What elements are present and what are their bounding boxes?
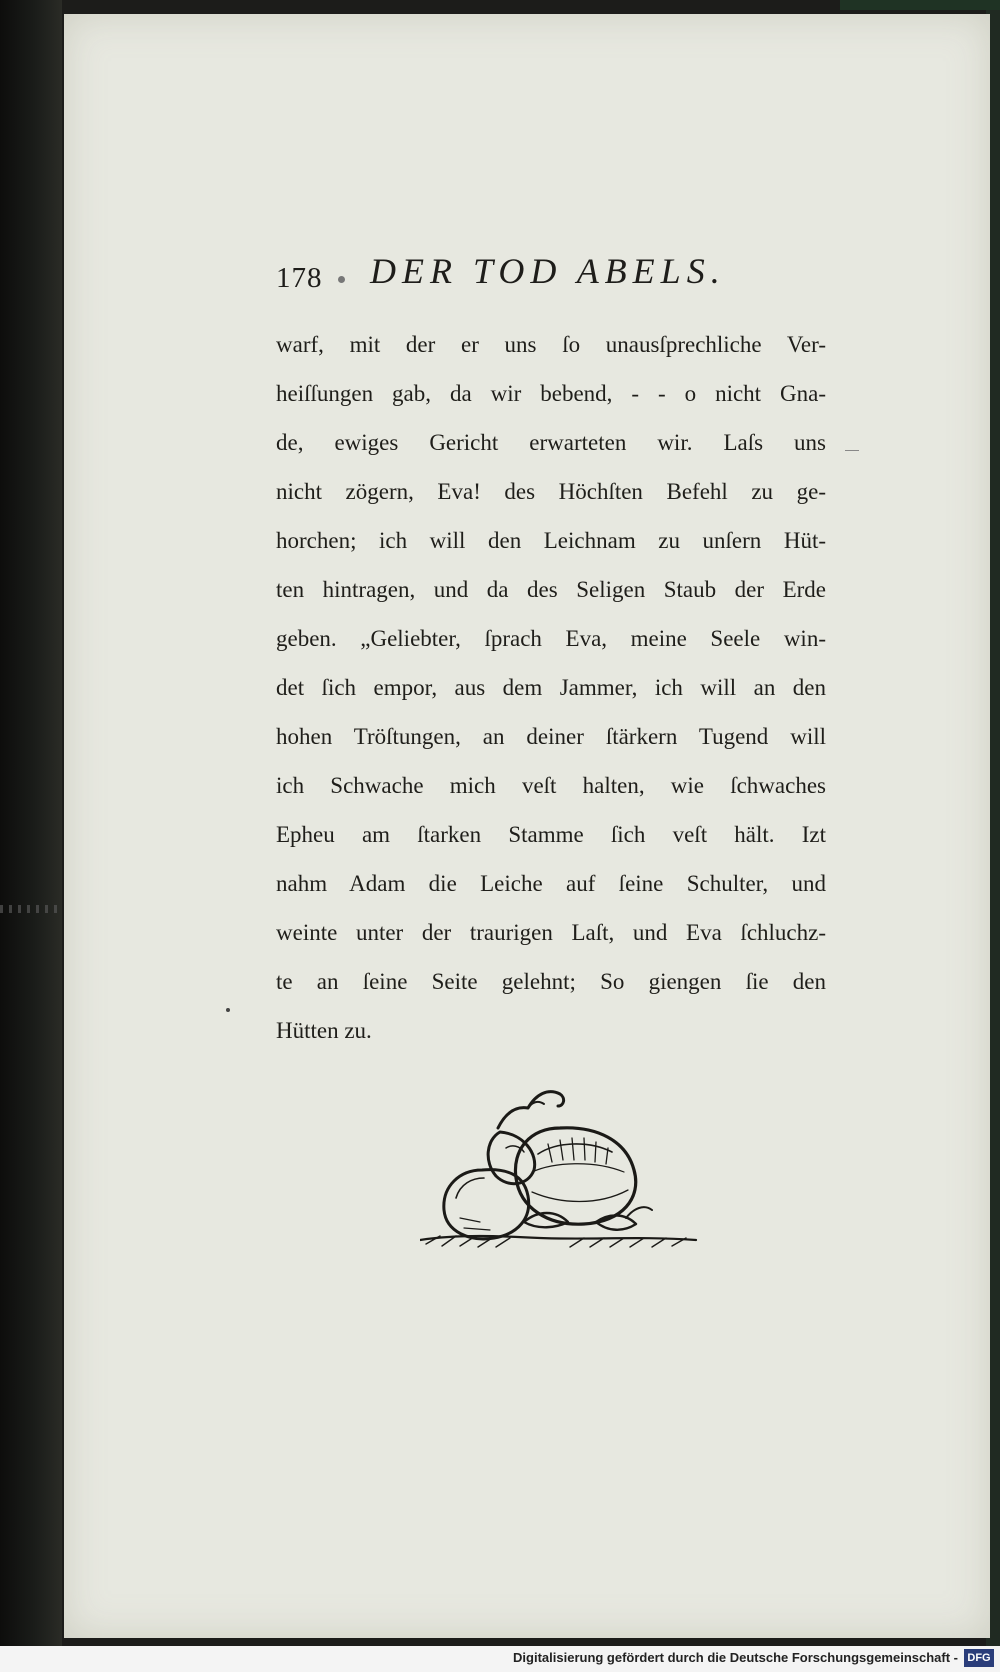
text-line: nahm Adam die Leiche auf ſeine Schulter, und bbox=[276, 871, 826, 896]
text-line: de, ewiges Gericht erwarteten wir. Laſs uns bbox=[276, 430, 826, 455]
text-line: warf, mit der er uns ſo unausſprechliche Ver- bbox=[276, 332, 826, 357]
text-line: Hütten zu. bbox=[276, 1018, 372, 1043]
text-line: heiſſungen gab, da wir bebend, - - o nicht Gna- bbox=[276, 381, 826, 406]
header-separator-dot bbox=[338, 276, 345, 283]
page-number: 178 bbox=[276, 262, 323, 294]
dfg-logo: DFG bbox=[964, 1649, 994, 1667]
text-line: nicht zögern, Eva! des Höchſten Befehl zu ge- bbox=[276, 479, 826, 504]
text-line: det ſich empor, aus dem Jammer, ich will an den bbox=[276, 675, 826, 700]
funding-notice: Digitalisierung gefördert durch die Deutsche Forschungsgemeinschaft - bbox=[513, 1650, 958, 1665]
binding-cord bbox=[0, 905, 62, 913]
margin-mark bbox=[845, 450, 859, 451]
running-title: DER TOD ABELS. bbox=[370, 251, 726, 291]
text-line: geben. „Geliebter, ſprach Eva, meine Seele win- bbox=[276, 626, 826, 651]
text-line: horchen; ich will den Leichnam zu unſern Hüt- bbox=[276, 528, 826, 553]
text-line: te an ſeine Seite gelehnt; So giengen ſie den bbox=[276, 969, 826, 994]
text-line: weinte unter der traurigen Laſt, und Eva ſchluchz- bbox=[276, 920, 826, 945]
text-line: Epheu am ſtarken Stamme ſich veſt hält. Izt bbox=[276, 822, 826, 847]
fruit-vignette-icon bbox=[420, 1072, 710, 1252]
page-header bbox=[276, 250, 836, 302]
text-line: ich Schwache mich veſt halten, wie ſchwaches bbox=[276, 773, 826, 798]
book-spine bbox=[0, 0, 62, 1672]
ink-speck bbox=[226, 1008, 230, 1012]
text-line: hohen Tröſtungen, an deiner ſtärkern Tugend will bbox=[276, 724, 826, 749]
footer-bar bbox=[0, 1646, 1000, 1672]
book-cover-corner bbox=[840, 0, 1000, 10]
text-line: ten hintragen, und da des Seligen Staub der Erde bbox=[276, 577, 826, 602]
body-text bbox=[276, 320, 826, 1055]
